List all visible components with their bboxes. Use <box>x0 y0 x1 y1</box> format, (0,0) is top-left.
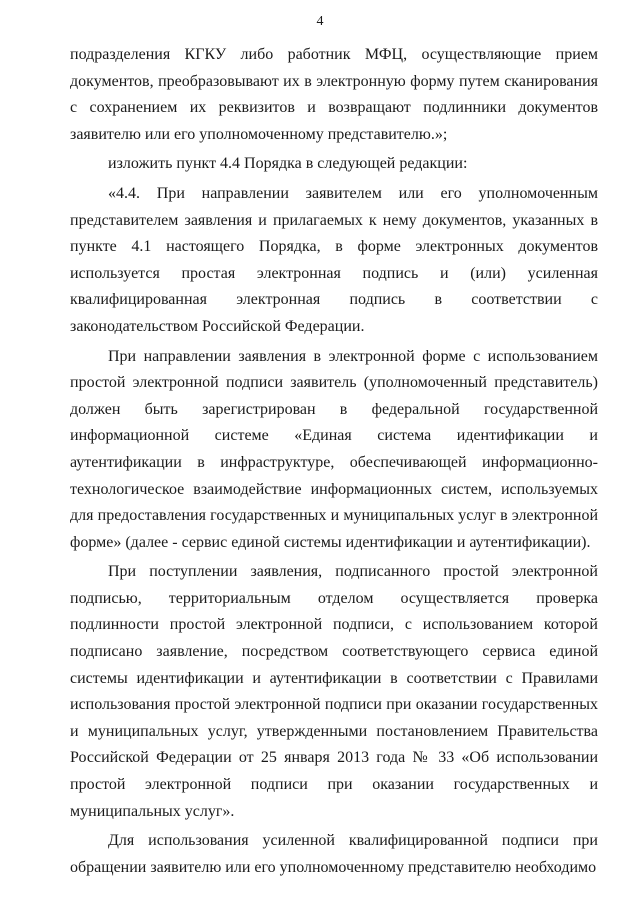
document-body <box>70 42 598 881</box>
paragraph-clause-4-4: «4.4. При направлении заявителем или его уполномоченным представителем заявления и прилагаемых к нему документов, указанных в пункте 4.1 настоящего Порядка, в форме электронных документов используется простая электронная подпись и (или) усиленная квалифицированная электронная подпись в соответствии с законодательством Российской Федерации. <box>70 184 598 335</box>
paragraph-qualified-signature: Для использования усиленной квалифицированной подписи при обращении заявителю или его уполномоченному представителю необходимо <box>70 832 598 876</box>
page-number: 4 <box>316 14 324 29</box>
paragraph-signature-verification: При поступлении заявления, подписанного простой электронной подписью, территориальным отделом осуществляется проверка подлинности простой электронной подписи, с использованием которой подписано заявление, посредством соответствующего сервиса единой системы идентификации и аутентификации в соответствии с Правилами использования простой электронной подписи при оказании государственных и муниципальных услуг, утвержденными постановлением Правительства Российской Федерации от 25 января 2013 года № 33 «Об использовании простой электронной подписи при оказании государственных и муниципальных услуг». <box>70 563 598 820</box>
paragraph-continuation: подразделения КГКУ либо работник МФЦ, осуществляющие прием документов, преобразовывают их в электронную форму путем сканирования с сохранением их реквизитов и возвращают подлинники документов заявителю или его уполномоченному представителю.»; <box>70 46 598 143</box>
paragraph-amendment-instruction: изложить пункт 4.4 Порядка в следующей редакции: <box>108 155 468 173</box>
paragraph-simple-signature-registration: При направлении заявления в электронной форме с использованием простой электронной подписи заявитель (уполномоченный представитель) должен быть зарегистрирован в федеральной государственной информационной системе «Единая система идентификации и аутентификации в инфраструктуре, обеспечивающей информационно-технологическое взаимодействие информационных систем, используемых для предоставления государственных и муниципальных услуг в электронной форме» (далее - сервис единой системы идентификации и аутентификации). <box>70 347 598 551</box>
